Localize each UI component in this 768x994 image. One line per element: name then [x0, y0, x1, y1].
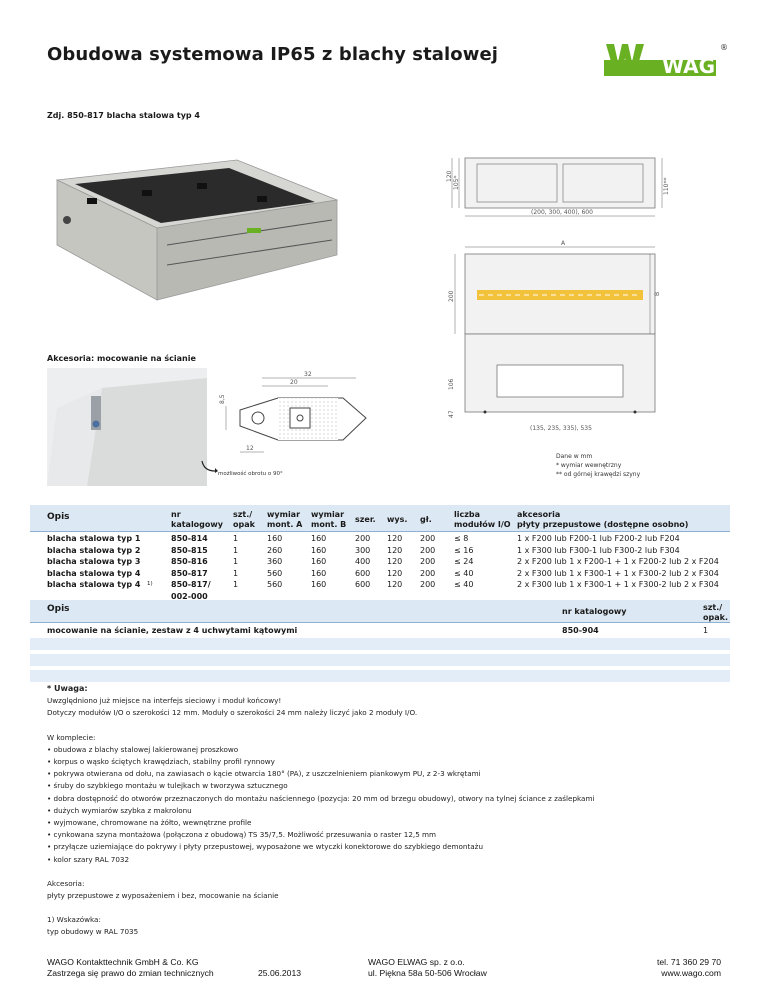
- akcesoria-title: Akcesoria:: [47, 878, 85, 888]
- col-szt: 1 1 1 1 1: [233, 534, 239, 589]
- footnote-ref: 1): [147, 581, 153, 587]
- th-szt: szt./ opak: [233, 510, 255, 529]
- akcesoria-text: płyty przepustowe z wyposażeniem i bez, mocowanie na ścianie: [47, 891, 279, 901]
- col-wys: 120 120 120 120 120: [387, 534, 403, 589]
- uwaga-line: Uwzględniono już miejsce na interfejs sieciowy i moduł końcowy!: [47, 696, 282, 706]
- dim-32: 32: [304, 371, 312, 378]
- komplet-title: W komplecie:: [47, 732, 96, 742]
- list-item: • kolor szary RAL 7032: [47, 854, 130, 864]
- dim-b: B: [654, 291, 661, 296]
- technical-drawing: [445, 150, 670, 430]
- col-mont-b: 160 160 160 160 160: [311, 534, 327, 589]
- table-cell: blacha stalowa typ 1: [47, 534, 141, 543]
- dim-width: (200, 300, 400), 600: [531, 209, 593, 216]
- table1-divider: [30, 531, 730, 532]
- table-cell: 850-816: [171, 557, 208, 566]
- footer-contact: [657, 957, 721, 979]
- dim-106: 106: [448, 378, 455, 390]
- rotation-note: możliwość obrotu o 90°: [218, 471, 283, 477]
- table-cell: 850-817: [171, 568, 208, 578]
- col-akcesoria: 1 x F200 lub F200-1 lub F200-2 lub F204 1 x F300 lub F300-1 lub F300-2 lub F304 2 x F200 lub 1 x F200-1 + 1 x F200-2 lub 2 x F204 2 x F300 lub 1 x F300-1 + 1 x F300-2 lub 2 x F304 2 x F300 lub 1 x F300-1 + 1 x F300-2 lub 2 x F304: [517, 534, 719, 589]
- notes: [47, 683, 594, 939]
- wskazowka-title: 1) Wskazówka:: [47, 915, 101, 925]
- table-cell: blacha stalowa typ 2: [47, 545, 141, 555]
- col-szer: 200 300 400 600 600: [355, 534, 371, 589]
- logo-text: WAGO: [662, 54, 728, 78]
- footer-branch: WAGO ELWAG sp. z o.o. ul. Piękna 58a 50-506 Wrocław: [368, 957, 487, 978]
- dim-120: 120: [446, 170, 453, 182]
- empty-row: [30, 638, 730, 650]
- col-gl: 200 200 200 200 200: [420, 534, 436, 589]
- th-szer: szer.: [355, 515, 376, 524]
- dim-12: 12: [246, 445, 254, 452]
- page-title: Obudowa systemowa IP65 z blachy stalowej: [47, 44, 499, 65]
- table-cell: blacha stalowa typ 4: [47, 580, 141, 589]
- th-wys: wys.: [387, 515, 408, 524]
- dim-20: 20: [290, 379, 298, 386]
- th-mont-b: wymiar mont. B: [311, 510, 347, 529]
- footer-date: 25.06.2013: [258, 968, 302, 978]
- col-liczba: ≤ 8 ≤ 16 ≤ 24 ≤ 40 ≤ 40: [454, 534, 474, 589]
- uwaga-line: Dotyczy modułów I/O o szerokości 12 mm. Moduły o szerokości 24 mm należy liczyć jako 2 moduły I/O.: [47, 708, 418, 718]
- units-line: Dane w mm: [556, 453, 593, 460]
- uwaga-title: * Uwaga:: [47, 684, 88, 693]
- th-opis: Opis: [47, 512, 70, 522]
- footer-tel: tel. 71 360 29 70: [656, 957, 721, 967]
- col-opis: [47, 533, 140, 591]
- th-nr: nr katalogowy: [171, 510, 224, 529]
- rotate-arrow-icon: [200, 458, 218, 477]
- enclosure-photo: [47, 150, 342, 310]
- table-cell: mocowanie na ścianie, zestaw z 4 uchwytami kątowymi: [47, 626, 298, 635]
- table-cell: blacha stalowa typ 3: [47, 557, 141, 566]
- dim-105: 105*: [453, 175, 460, 190]
- table2-divider: [30, 622, 730, 623]
- footer-web-link[interactable]: www.wago.com: [661, 968, 721, 978]
- list-item: • dużych wymiarów szybka z makrolonu: [47, 805, 192, 815]
- accessory-caption: Akcesoria: mocowanie na ścianie: [47, 354, 196, 363]
- table-cell: 850-904: [562, 626, 599, 635]
- th-gl: gł.: [420, 515, 432, 524]
- list-item: • wyjmowane, chromowane na żółto, wewnętrzne profile: [47, 818, 252, 828]
- list-item: • korpus o wąsko ściętych krawędziach, stabilny profil rynnowy: [47, 757, 275, 767]
- units-line: * wymiar wewnętrzny: [556, 462, 622, 469]
- dim-85: 8,5: [219, 394, 226, 404]
- empty-row: [30, 654, 730, 666]
- table-cell: 1: [703, 626, 709, 635]
- table-cell: blacha stalowa typ 4: [47, 568, 141, 578]
- dim-47: 47: [448, 410, 455, 418]
- figure-caption: Zdj. 850-817 blacha stalowa typ 4: [47, 111, 200, 120]
- th2-opis: Opis: [47, 604, 70, 614]
- table-cell: 850-817/: [171, 580, 211, 589]
- wago-logo: [600, 38, 728, 78]
- dim-a: A: [561, 240, 566, 247]
- wskazowka-text: typ obudowy w RAL 7035: [47, 927, 139, 937]
- list-item: • obudowa z blachy stalowej lakierowanej proszkowo: [47, 744, 239, 754]
- list-item: • pokrywa otwierana od dołu, na zawiasach o kącie otwarcia 180° (PA), z uszczelnieniem piankowym PU, z 2-3 wkrętami: [47, 769, 481, 779]
- col-mont-a: 160 260 360 560 560: [267, 534, 283, 589]
- th-mont-a: wymiar mont. A: [267, 510, 303, 529]
- bracket-drawing: [218, 368, 378, 458]
- empty-row: [30, 670, 730, 682]
- registered-mark: ®: [720, 43, 728, 52]
- list-item: • śruby do szybkiego montażu w tulejkach w tworzywa sztucznego: [47, 781, 288, 791]
- th2-szt: szt./ opak.: [703, 603, 728, 622]
- units-line: ** od górnej krawędzi szyny: [556, 471, 641, 478]
- dim-bottom: (135, 235, 335), 535: [530, 425, 592, 432]
- th2-nr: nr katalogowy: [562, 607, 627, 616]
- units-note: [556, 452, 640, 479]
- th-liczba: liczba modułów I/O: [454, 510, 511, 529]
- table-cell: 002-000: [171, 591, 208, 601]
- wall-mount-photo: [47, 368, 207, 486]
- col-nr: [171, 533, 211, 602]
- table-cell: 850-815: [171, 545, 208, 555]
- list-item: • dobra dostępność do otworów przeznaczonych do montażu naściennego (pozycja: 20 mm od brzegu obudowy), otwory na tylnej ściance z zaślepkami: [47, 793, 595, 803]
- footer-company: WAGO Kontakttechnik GmbH & Co. KG Zastrzega się prawo do zmian technicznych: [47, 957, 214, 978]
- list-item: • przyłącze uziemiające do pokrywy i płyty przepustowej, wyposażone we wtyczki konektorowe do szybkiego demontażu: [47, 842, 484, 852]
- list-item: • cynkowana szyna montażowa (połączona z obudową) TS 35/7,5. Możliwość przesuwania o raster 12,5 mm: [47, 830, 437, 840]
- table-cell: 850-814: [171, 534, 208, 543]
- dim-110: 110**: [663, 177, 670, 195]
- th-akcesoria: akcesoria płyty przepustowe (dostępne osobno): [517, 510, 689, 529]
- dim-200: 200: [448, 290, 455, 302]
